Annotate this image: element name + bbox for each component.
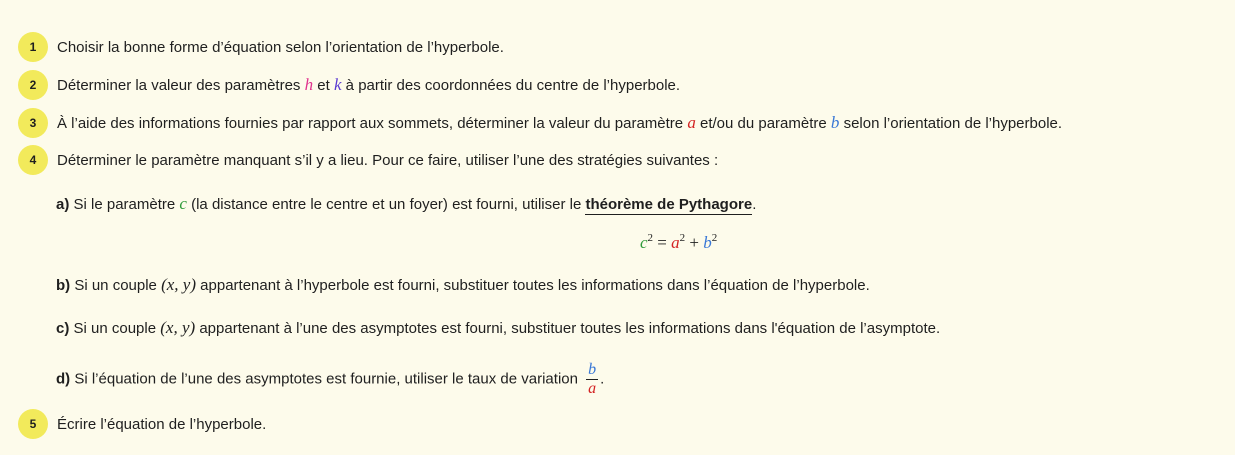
pythagore-formula: $c^2 = a^2 + b^2$ [640, 232, 718, 252]
param-k: k [333, 75, 342, 94]
rate-fraction: $\frac{b}{a}$ [588, 361, 597, 397]
step-number-badge: 4 [18, 145, 48, 175]
strategy-label: c) [56, 320, 70, 337]
strategy-d: d) Si l’équation de l’une des asymptotes est fournie, utiliser le taux de variation $\frac{b}{a}$ . [56, 361, 605, 397]
step-3 [18, 108, 1062, 138]
step-text: À l’aide des informations fournies par rapport aux sommets, déterminer la valeur du paramètre a et/ou du paramètre b selon l’orientation de l’hyperbole. [57, 113, 1063, 132]
step-2 [18, 70, 680, 100]
param-b: b [830, 113, 840, 132]
step-text: Déterminer la valeur des paramètres h et k à partir des coordonnées du centre de l’hyperbole. [57, 75, 681, 94]
step-5 [18, 409, 266, 439]
param-h: h [304, 75, 314, 94]
strategy-label: d) [56, 370, 71, 388]
strategy-c: c) Si un couple (x, y) appartenant à l’une des asymptotes est fourni, substituer toutes les informations dans l'équation de l’asymptote. [56, 318, 941, 337]
step-number-badge: 5 [18, 409, 48, 439]
step-number-badge: 1 [18, 32, 48, 62]
step-text: Écrire l’équation de l’hyperbole. [57, 415, 267, 433]
strategy-b: b) Si un couple (x, y) appartenant à l’hyperbole est fourni, substituer toutes les informations dans l’équation de l’hyperbole. [56, 275, 870, 294]
strategy-label: a) [56, 196, 70, 213]
step-text: Déterminer le paramètre manquant s’il y a lieu. Pour ce faire, utiliser l’une des stratégies suivantes : [57, 151, 719, 169]
param-a: a [687, 113, 696, 132]
couple-xy: (x, y) [161, 275, 196, 294]
step-4 [18, 145, 718, 175]
param-c: c [179, 194, 187, 213]
strategy-label: b) [56, 277, 71, 294]
step-number-badge: 3 [18, 108, 48, 138]
strategy-a: a) Si le paramètre c (la distance entre le centre et un foyer) est fourni, utiliser le théorème de Pythagore. [56, 194, 757, 213]
step-text: Choisir la bonne forme d’équation selon l’orientation de l’hyperbole. [57, 38, 504, 56]
pythagore-link[interactable]: théorème de Pythagore [585, 196, 753, 213]
step-number-badge: 2 [18, 70, 48, 100]
couple-xy: (x, y) [160, 318, 196, 337]
step-1 [18, 32, 504, 62]
